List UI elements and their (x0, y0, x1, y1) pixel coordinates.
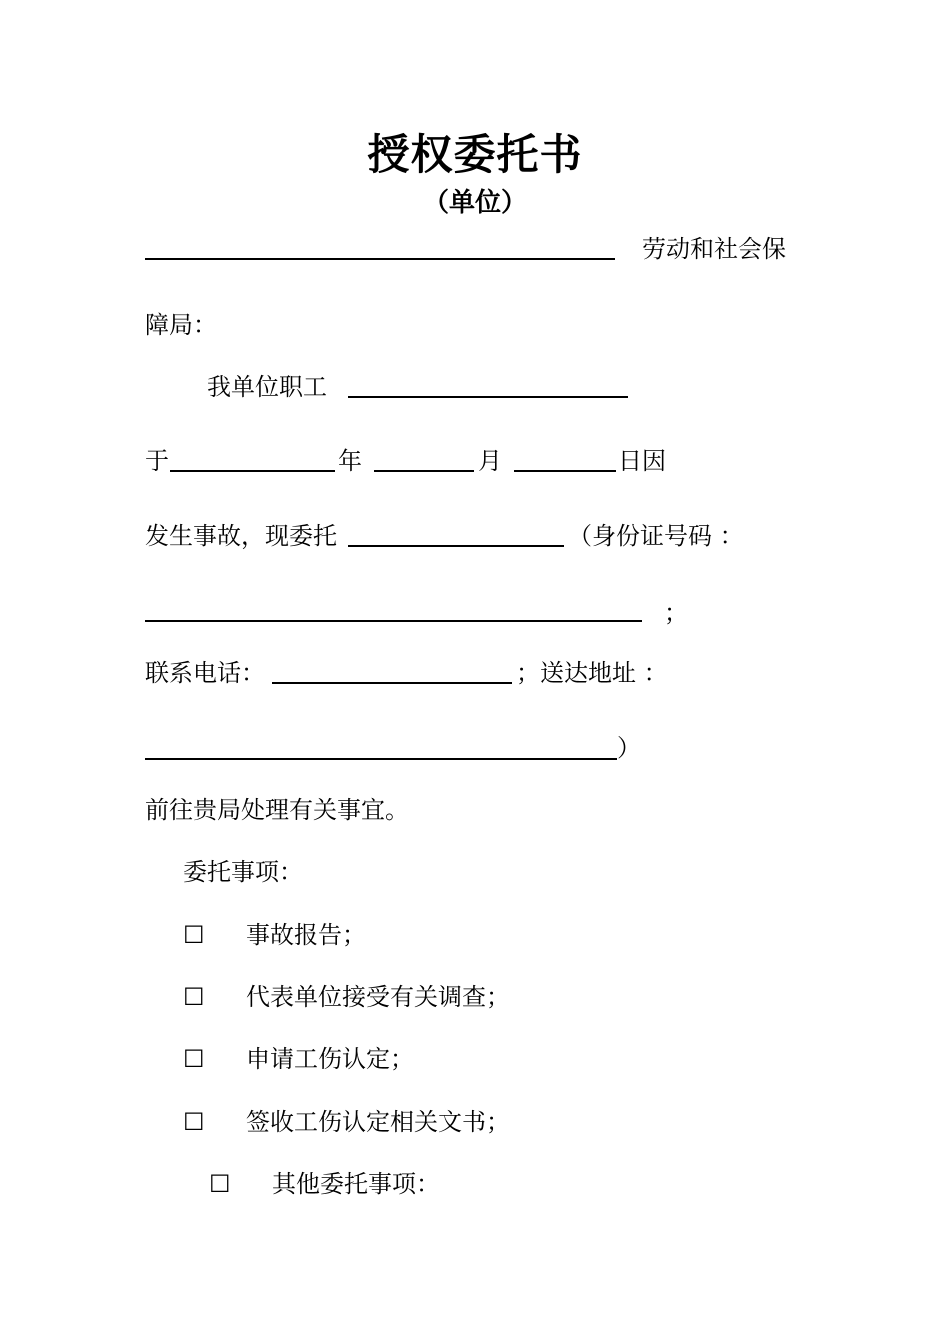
checkbox-icon[interactable]: ☐ (183, 1108, 205, 1136)
employee-label: 我单位职工 (207, 373, 327, 401)
bureau-suffix-continued: 障局： (145, 311, 217, 339)
id-semicolon: ； (664, 599, 688, 627)
date-prefix: 于 (145, 447, 169, 475)
employee-name-blank[interactable] (348, 396, 628, 398)
month-label: 月 (478, 447, 502, 475)
checkbox-icon[interactable]: ☐ (183, 983, 205, 1011)
checkbox-icon[interactable]: ☐ (183, 921, 205, 949)
item-label: 其他委托事项： (272, 1170, 440, 1198)
checkbox-icon[interactable]: ☐ (183, 1045, 205, 1073)
item-label: 事故报告； (246, 921, 366, 949)
document-subtitle: （单位） (422, 188, 527, 218)
checkbox-icon[interactable]: ☐ (209, 1170, 231, 1198)
year-blank[interactable] (170, 470, 335, 472)
item-label: 申请工伤认定； (246, 1045, 414, 1073)
address-label: ；送达地址 ： (516, 659, 668, 687)
id-number-blank[interactable] (145, 620, 642, 622)
goto-text: 前往贵局处理有关事宜。 (145, 796, 409, 824)
items-title: 委托事项： (183, 858, 303, 886)
bureau-suffix-text: 劳动和社会保 (642, 235, 786, 263)
item-label: 代表单位接受有关调查； (246, 983, 510, 1011)
accident-text: 发生事故，现委托 (145, 522, 337, 550)
id-number-label: （身份证号码 ： (568, 522, 744, 550)
day-blank[interactable] (514, 470, 616, 472)
phone-label: 联系电话： (145, 659, 265, 687)
month-blank[interactable] (374, 470, 474, 472)
day-label: 日因 (618, 447, 666, 475)
year-label: 年 (338, 447, 362, 475)
agent-name-blank[interactable] (348, 545, 564, 547)
address-blank[interactable] (145, 758, 617, 760)
phone-blank[interactable] (272, 682, 512, 684)
bureau-name-blank[interactable] (145, 258, 615, 260)
item-label: 签收工伤认定相关文书； (246, 1108, 510, 1136)
close-paren: ） (617, 734, 641, 762)
document-title: 授权委托书 (367, 130, 583, 179)
